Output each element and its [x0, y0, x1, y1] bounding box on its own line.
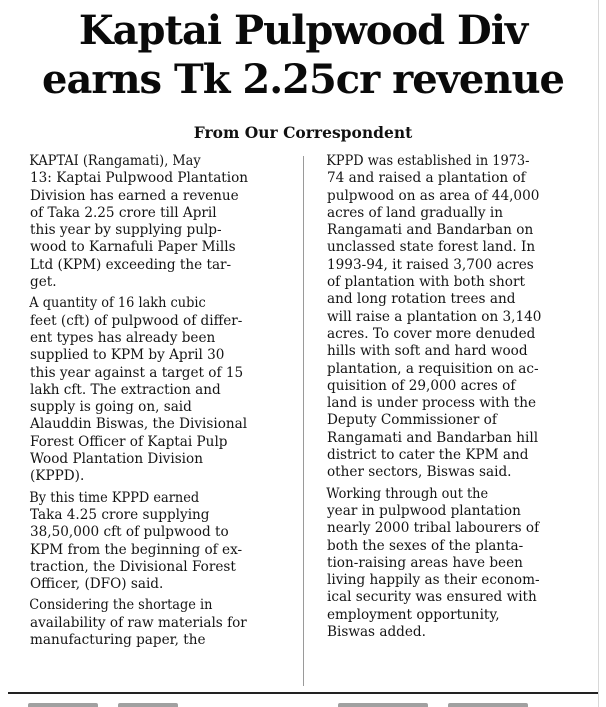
- text-line: Biswas added.: [327, 624, 426, 641]
- text-line: ical security was ensured with: [327, 589, 537, 606]
- text-line: (KPPD).: [30, 468, 85, 485]
- text-line: KPM from the beginning of ex-: [30, 541, 243, 558]
- text-line: nearly 2000 tribal labourers of: [327, 520, 540, 537]
- text-line: unclassed state forest land. In: [327, 239, 536, 256]
- text-line: manufacturing paper, the: [30, 632, 206, 649]
- column-divider: [303, 156, 304, 686]
- text-line: lakh cft. The extraction and: [30, 381, 221, 398]
- left-column-paragraph: [16, 295, 298, 485]
- text-line: feet (cft) of pulpwood of differ-: [30, 312, 243, 329]
- text-line: wood to Karnafuli Paper Mills: [30, 239, 236, 256]
- text-line: and long rotation trees and: [327, 291, 516, 308]
- text-line: supplied to KPM by April 30: [30, 347, 225, 364]
- text-line: Division has earned a revenue: [30, 187, 239, 204]
- text-line: Ltd (KPM) exceeding the tar-: [30, 256, 232, 273]
- text-line: By this time KPPD earned: [29, 489, 200, 506]
- headline: [0, 6, 606, 104]
- text-line: Wood Plantation Division: [30, 451, 203, 468]
- headline-line-2: earns Tk 2.25cr revenue: [42, 56, 564, 103]
- text-line: supply is going on, said: [30, 399, 192, 416]
- right-column: [313, 153, 585, 645]
- text-line: Rangamati and Bandarban hill: [327, 429, 539, 446]
- text-line: Rangamati and Bandarban on: [327, 222, 534, 239]
- right-column-paragraph: [313, 486, 585, 642]
- text-line: year in pulpwood plantation: [327, 502, 521, 519]
- text-line: acres of land gradually in: [327, 204, 503, 221]
- text-line: Considering the shortage in: [29, 597, 213, 614]
- text-line: Taka 4.25 crore supplying: [30, 506, 210, 523]
- bottom-rule: [8, 692, 598, 694]
- text-line: 38,50,000 cft of pulpwood to: [30, 524, 229, 541]
- text-line: KPPD was established in 1973-: [326, 153, 530, 169]
- text-line: acres. To cover more denuded: [327, 325, 536, 342]
- text-line: Deputy Commissioner of: [327, 412, 497, 429]
- text-line: 1993-94, it raised 3,700 acres: [327, 256, 534, 273]
- text-line: plantation, a requisition on ac-: [327, 360, 539, 377]
- cut-off-next-article: [8, 697, 598, 707]
- text-line: Forest Officer of Kaptai Pulp: [30, 433, 228, 450]
- text-line: A quantity of 16 lakh cubic: [29, 295, 206, 312]
- text-line: district to cater the KPM and: [327, 447, 529, 464]
- left-column-paragraph: [16, 153, 298, 291]
- text-line: of Taka 2.25 crore till April: [30, 204, 217, 221]
- text-line: 74 and raised a plantation of: [327, 170, 526, 187]
- text-line: KAPTAI (Rangamati), May: [29, 153, 201, 169]
- text-line: traction, the Divisional Forest: [30, 558, 236, 575]
- text-line: Working through out the: [326, 485, 489, 502]
- text-line: of plantation with both short: [327, 274, 525, 291]
- text-line: land is under process with the: [327, 395, 537, 412]
- text-line: get.: [30, 274, 57, 291]
- headline-line-1: Kaptai Pulpwood Div: [78, 7, 528, 54]
- text-line: 13: Kaptai Pulpwood Plantation: [30, 170, 249, 187]
- text-line: pulpwood on as area of 44,000: [327, 187, 540, 204]
- text-line: other sectors, Biswas said.: [327, 464, 512, 481]
- right-column-paragraph: [313, 153, 585, 482]
- text-line: Alauddin Biswas, the Divisional: [30, 416, 248, 433]
- text-line: quisition of 29,000 acres of: [327, 377, 516, 394]
- text-line: employment opportunity,: [327, 606, 500, 623]
- text-line: Officer, (DFO) said.: [30, 576, 164, 593]
- text-line: living happily as their econom-: [327, 572, 540, 589]
- text-line: will raise a plantation on 3,140: [327, 308, 542, 325]
- byline: From Our Correspondent: [193, 123, 413, 142]
- text-line: both the sexes of the planta-: [327, 537, 524, 554]
- left-column-paragraph: [16, 490, 298, 594]
- text-line: availability of raw materials for: [30, 614, 247, 631]
- text-line: tion-raising areas have been: [327, 554, 523, 571]
- left-column: [16, 153, 298, 653]
- text-line: ent types has already been: [30, 329, 216, 346]
- left-column-paragraph: [16, 597, 298, 649]
- text-line: this year by supplying pulp-: [30, 222, 222, 239]
- text-line: hills with soft and hard wood: [327, 343, 528, 360]
- text-line: this year against a target of 15: [30, 364, 244, 381]
- clipping-edge: [598, 0, 599, 707]
